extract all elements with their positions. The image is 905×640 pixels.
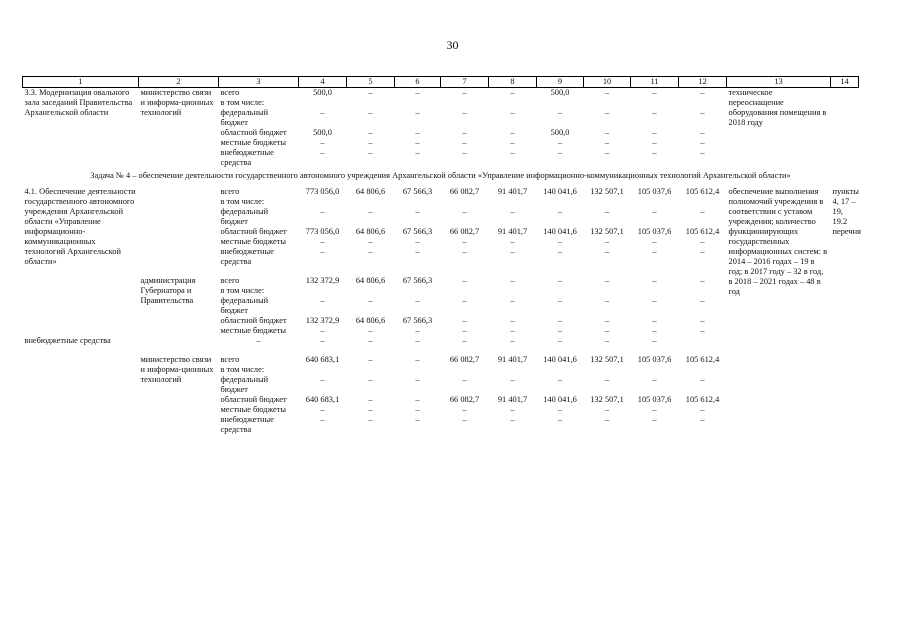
funding-source-label: местные бюджеты (220, 237, 287, 246)
funding-value: – (510, 207, 515, 216)
funding-value: – (652, 326, 657, 335)
funding-value: – (256, 336, 261, 345)
funding-value: – (462, 405, 467, 414)
funding-value: 66 082,7 (449, 187, 480, 196)
funding-value: – (320, 108, 325, 117)
funding-value: – (604, 375, 610, 384)
funding-value: – (557, 247, 563, 256)
funding-value: 105 612,4 (685, 395, 720, 404)
linked-indicators (831, 88, 859, 169)
funding-value: – (320, 326, 325, 335)
col-header: 14 (831, 77, 859, 88)
funding-value: 500,0 (550, 128, 570, 137)
funding-value: 91 401,7 (497, 227, 528, 236)
funding-value (679, 98, 727, 108)
funding-value: – (652, 108, 657, 117)
funding-value: – (604, 276, 610, 285)
funding-value: – (652, 415, 657, 424)
funding-source-label: всего (220, 276, 240, 285)
funding-value: – (604, 296, 610, 305)
funding-value (441, 365, 489, 375)
funding-value: – (557, 276, 563, 285)
expected-result: техническое переоснащение оборудования помещения в 2018 году (728, 88, 827, 127)
funding-value: – (462, 336, 467, 345)
funding-value: – (320, 138, 325, 147)
funding-value: – (652, 88, 657, 97)
funding-value: – (368, 375, 373, 384)
funding-source-label: местные бюджеты (220, 326, 287, 335)
funding-value: – (510, 316, 515, 325)
page-number: 30 (446, 38, 459, 52)
funding-value: – (320, 148, 325, 157)
funding-value: – (700, 296, 705, 305)
funding-value: – (652, 138, 657, 147)
funding-value: – (604, 336, 610, 345)
funding-value: 105 037,6 (637, 395, 672, 404)
funding-value: – (510, 336, 515, 345)
funding-value: – (652, 207, 657, 216)
funding-value: – (652, 247, 657, 256)
funding-source-label: областной бюджет (220, 227, 287, 236)
funding-value (537, 286, 584, 296)
funding-value: – (604, 415, 610, 424)
funding-value (395, 365, 441, 375)
funding-value: – (700, 138, 705, 147)
funding-value: – (368, 148, 373, 157)
funding-value: 132 507,1 (590, 187, 624, 196)
funding-source-label: федеральный бюджет (220, 207, 269, 226)
funding-value (441, 98, 489, 108)
funding-value: – (415, 88, 420, 97)
funding-value: – (415, 375, 420, 384)
funding-value (395, 197, 441, 207)
funding-value: 66 082,7 (449, 227, 480, 236)
table-row (23, 355, 859, 365)
col-header: 13 (727, 77, 831, 88)
funding-value: – (700, 375, 705, 384)
funding-value: – (368, 296, 373, 305)
funding-value: – (557, 316, 563, 325)
funding-value (347, 197, 395, 207)
funding-value: – (462, 375, 467, 384)
funding-value: – (510, 148, 515, 157)
col-header: 9 (537, 77, 584, 88)
funding-value: – (652, 405, 657, 414)
col-header: 1 (23, 77, 139, 88)
funding-value: – (700, 237, 705, 246)
funding-value: – (368, 108, 373, 117)
funding-value (441, 197, 489, 207)
funding-value: – (700, 415, 705, 424)
funding-source-label: федеральный бюджет (220, 296, 269, 315)
funding-value (489, 98, 537, 108)
funding-value: – (462, 108, 467, 117)
col-header: 11 (631, 77, 679, 88)
funding-value: – (368, 415, 373, 424)
funding-source-label: областной бюджет (220, 395, 287, 404)
funding-value: – (415, 336, 420, 345)
funding-value: – (510, 276, 515, 285)
funding-value: 105 037,6 (637, 355, 672, 364)
funding-value: – (462, 316, 467, 325)
funding-value (679, 365, 727, 375)
funding-value: – (652, 336, 657, 345)
funding-value: – (700, 128, 705, 137)
col-header: 12 (679, 77, 727, 88)
funding-value: 67 566,3 (402, 316, 433, 325)
activity-name: 4.1. Обеспечение деятельности государственного автономного учреждения Архангельской области «Управление информационно-коммуникационных технологий Архангельской области» (24, 187, 136, 266)
funding-value: – (510, 128, 515, 137)
funding-value: – (652, 237, 657, 246)
funding-value (537, 197, 584, 207)
spacer-cell (139, 267, 831, 276)
funding-source-label: местные бюджеты (220, 405, 287, 414)
funding-source-label: федеральный бюджет (220, 375, 269, 394)
spacer-row (23, 346, 859, 355)
funding-value: – (604, 237, 610, 246)
funding-value: – (368, 128, 373, 137)
funding-value: – (604, 108, 610, 117)
funding-value: 66 082,7 (449, 395, 480, 404)
funding-value (679, 286, 727, 296)
funding-value (631, 98, 679, 108)
funding-value: 105 612,4 (685, 187, 720, 196)
funding-value: 64 806,6 (355, 227, 386, 236)
funding-value: – (415, 355, 420, 364)
funding-value (299, 98, 347, 108)
funding-value: – (462, 247, 467, 256)
funding-value: – (557, 148, 563, 157)
funding-value: – (415, 138, 420, 147)
funding-value: – (557, 138, 563, 147)
funding-source-label: в том числе: (220, 197, 265, 206)
col-header: 6 (395, 77, 441, 88)
funding-value: 773 056,0 (305, 187, 340, 196)
funding-value: – (415, 415, 420, 424)
funding-value (299, 365, 347, 375)
funding-value: – (415, 326, 420, 335)
funding-value: – (604, 316, 610, 325)
funding-value: – (557, 207, 563, 216)
funding-source-label: внебюджетные средства (220, 148, 274, 167)
col-header: 7 (441, 77, 489, 88)
funding-value (489, 365, 537, 375)
funding-value: – (557, 237, 563, 246)
funding-value (299, 197, 347, 207)
funding-value (631, 286, 679, 296)
activity-name: 3.3. Модернизация овального зала заседаний Правительства Архангельской области (24, 88, 133, 117)
funding-value: – (415, 128, 420, 137)
funding-value: – (415, 148, 420, 157)
funding-value: 91 401,7 (497, 355, 528, 364)
executor-name: министерство связи и информа-ционных технологий (140, 88, 214, 117)
funding-value: – (510, 88, 515, 97)
funding-value: – (700, 326, 705, 335)
funding-value: – (510, 108, 515, 117)
funding-value: – (604, 405, 610, 414)
funding-value: – (700, 247, 705, 256)
funding-value: – (557, 296, 563, 305)
funding-value: – (510, 375, 515, 384)
funding-value (631, 365, 679, 375)
executor-name (139, 187, 219, 267)
funding-value: – (652, 296, 657, 305)
funding-source-label: всего (220, 88, 240, 97)
funding-value (347, 286, 395, 296)
funding-value: – (604, 148, 610, 157)
funding-value: – (368, 237, 373, 246)
funding-value: – (320, 415, 325, 424)
funding-value: 773 056,0 (305, 227, 340, 236)
funding-value: – (557, 375, 563, 384)
funding-value: – (368, 207, 373, 216)
funding-value: – (368, 138, 373, 147)
funding-source-label: в том числе: (220, 286, 265, 295)
funding-source-label: областной бюджет (220, 128, 287, 137)
funding-source-label: в том числе: (220, 365, 265, 374)
col-header: 3 (219, 77, 299, 88)
funding-value: 67 566,3 (402, 187, 433, 196)
funding-value: – (415, 405, 420, 414)
funding-value: – (557, 405, 563, 414)
funding-value: – (604, 138, 610, 147)
funding-value: – (462, 148, 467, 157)
funding-value (537, 98, 584, 108)
funding-value: 140 041,6 (543, 187, 577, 196)
funding-value: 105 612,4 (685, 227, 720, 236)
funding-value: – (700, 316, 705, 325)
executor-name: министерство связи и информа-ционных технологий (140, 355, 214, 384)
funding-value: 132 372,9 (305, 316, 340, 325)
col-header: 8 (489, 77, 537, 88)
funding-value: – (700, 148, 705, 157)
funding-value: – (604, 88, 610, 97)
header-row (23, 77, 859, 88)
funding-value (395, 98, 441, 108)
funding-value (441, 286, 489, 296)
funding-value: 67 566,3 (402, 276, 433, 285)
funding-value: – (510, 326, 515, 335)
funding-value: 640 683,1 (305, 395, 340, 404)
col-header: 5 (347, 77, 395, 88)
funding-value: – (652, 148, 657, 157)
funding-value: – (510, 405, 515, 414)
funding-value: 140 041,6 (543, 395, 577, 404)
funding-value (679, 197, 727, 207)
funding-value: – (557, 336, 563, 345)
funding-value: – (368, 355, 373, 364)
funding-value: 140 041,6 (543, 227, 577, 236)
funding-value (584, 365, 631, 375)
funding-value: 67 566,3 (402, 227, 433, 236)
expected-result: обеспечение выполнения полномочий учреждения в соответствии с уставом учреждения; количество функционирующих государственных информационных систем: в 2014 – 2016 годах – 19 в год; в 2017 году – 32 в год, в 2018 – 2021 годах – 48 в год (728, 187, 828, 296)
activity-name (23, 355, 139, 435)
program-table (22, 76, 859, 435)
funding-value: – (368, 247, 373, 256)
funding-value: – (462, 296, 467, 305)
funding-source-label: внебюджетные средства (24, 336, 111, 345)
funding-value: 91 401,7 (497, 395, 528, 404)
funding-source-label: областной бюджет (220, 316, 287, 325)
funding-value: – (320, 336, 325, 345)
table-row (23, 187, 859, 197)
funding-value: – (462, 138, 467, 147)
funding-value: 105 037,6 (637, 227, 672, 236)
funding-source-label: внебюджетные средства (220, 415, 274, 434)
expected-result (727, 355, 831, 435)
task-heading: Задача № 4 – обеспечение деятельности государственного автономного учреждения Архангельской области «Управление информационно-коммуникационных технологий Архангельской области» (90, 171, 791, 180)
funding-value: 132 372,9 (305, 276, 340, 285)
funding-value: 105 612,4 (685, 355, 720, 364)
funding-value (631, 197, 679, 207)
funding-value: 64 806,6 (355, 276, 386, 285)
funding-value: – (415, 207, 420, 216)
funding-value: – (557, 108, 563, 117)
funding-value: – (700, 276, 705, 285)
funding-value (537, 365, 584, 375)
funding-value: – (320, 296, 325, 305)
funding-value: – (462, 88, 467, 97)
funding-value: – (700, 108, 705, 117)
funding-value: 132 507,1 (590, 227, 624, 236)
funding-value: – (510, 247, 515, 256)
funding-value: – (652, 316, 657, 325)
funding-value: 140 041,6 (543, 355, 577, 364)
funding-value: – (604, 207, 610, 216)
funding-value: – (368, 336, 373, 345)
funding-value: 91 401,7 (497, 187, 528, 196)
funding-value: – (462, 237, 467, 246)
funding-value: 500,0 (313, 128, 332, 137)
funding-source-label: всего (220, 187, 240, 196)
funding-value: – (320, 375, 325, 384)
funding-source-label: всего (220, 355, 240, 364)
funding-value: – (320, 207, 325, 216)
funding-value: 105 037,6 (637, 187, 672, 196)
funding-value: – (700, 405, 705, 414)
funding-value: 500,0 (550, 88, 570, 97)
funding-value: – (557, 415, 563, 424)
funding-value (489, 286, 537, 296)
funding-value (347, 365, 395, 375)
linked-indicators (831, 355, 859, 435)
spacer-cell (23, 346, 727, 355)
funding-value: – (415, 108, 420, 117)
funding-value (347, 98, 395, 108)
funding-source-label: федеральный бюджет (220, 108, 269, 127)
funding-value: – (462, 276, 467, 285)
funding-value: – (510, 415, 515, 424)
funding-value: – (604, 247, 610, 256)
funding-value: – (368, 88, 373, 97)
funding-value (395, 286, 441, 296)
funding-value: – (462, 326, 467, 335)
funding-value: – (462, 207, 467, 216)
funding-value: 132 507,1 (590, 395, 624, 404)
col-header: 4 (299, 77, 347, 88)
funding-value: 64 806,6 (355, 187, 386, 196)
funding-value: – (368, 395, 373, 404)
funding-value: – (462, 415, 467, 424)
funding-source-label: в том числе: (220, 98, 265, 107)
funding-value (299, 286, 347, 296)
funding-value: – (415, 237, 420, 246)
funding-value: – (652, 375, 657, 384)
funding-value: 500,0 (313, 88, 332, 97)
funding-value: – (320, 247, 325, 256)
funding-value (584, 98, 631, 108)
funding-value (584, 197, 631, 207)
funding-value: 66 082,7 (449, 355, 480, 364)
funding-value: – (652, 128, 657, 137)
executor-name: администрация Губернатора и Правительства (140, 276, 196, 305)
funding-value: – (700, 207, 705, 216)
funding-value: 64 806,6 (355, 316, 386, 325)
col-header: 10 (584, 77, 631, 88)
funding-value: – (368, 405, 373, 414)
funding-value: – (510, 296, 515, 305)
funding-value: – (604, 326, 610, 335)
funding-value: – (415, 395, 420, 404)
funding-value: – (700, 88, 705, 97)
funding-value: – (320, 405, 325, 414)
linked-indicators: пункты 4, 17 – 19, 19.2 перечня (832, 187, 861, 236)
table-row (23, 88, 859, 99)
funding-source-label: внебюджетные средства (220, 247, 274, 266)
funding-value: – (557, 326, 563, 335)
funding-value: – (510, 237, 515, 246)
funding-value: – (320, 237, 325, 246)
funding-value: – (604, 128, 610, 137)
funding-source-label: местные бюджеты (220, 138, 287, 147)
funding-value: – (415, 296, 420, 305)
funding-value: – (462, 128, 467, 137)
funding-value (489, 197, 537, 207)
funding-value: 132 507,1 (590, 355, 624, 364)
funding-value: – (652, 276, 657, 285)
funding-value (584, 286, 631, 296)
funding-value: 640 683,1 (305, 355, 340, 364)
funding-value: – (368, 326, 373, 335)
task-row (23, 168, 859, 187)
col-header: 2 (139, 77, 219, 88)
funding-value: – (510, 138, 515, 147)
funding-value: – (415, 247, 420, 256)
